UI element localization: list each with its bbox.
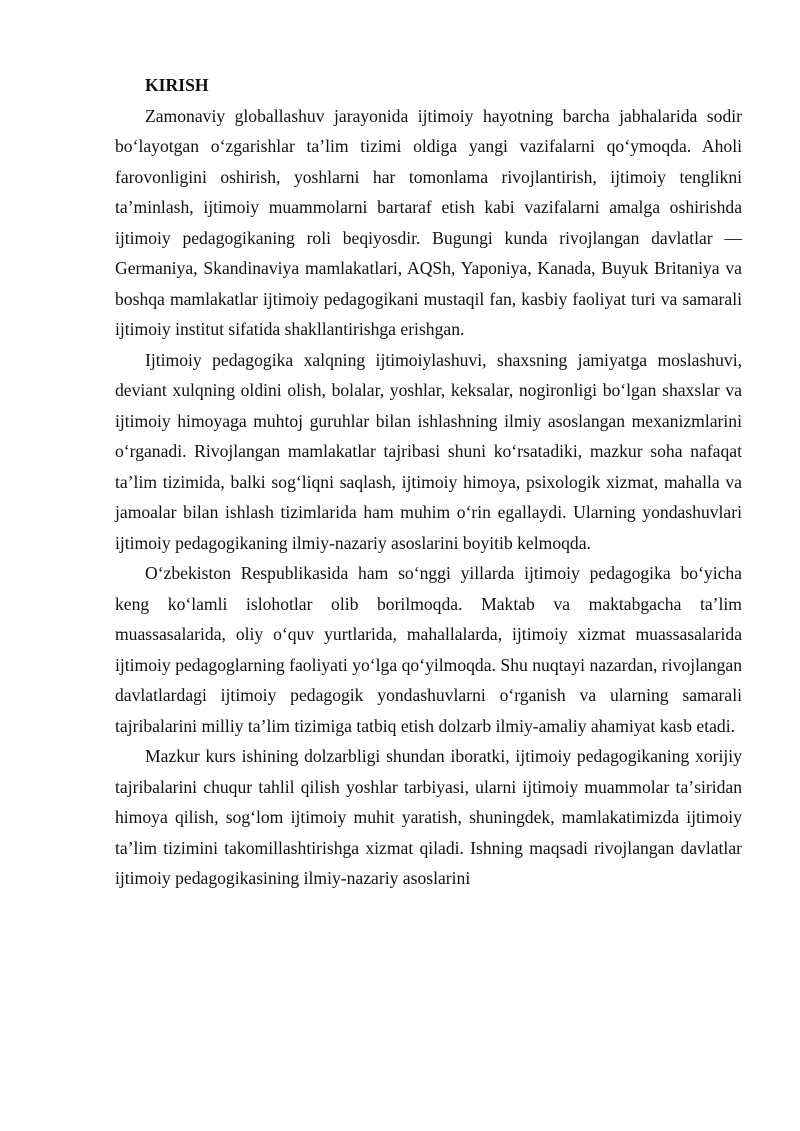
paragraph-relevance: Mazkur kurs ishining dolzarbligi shundan iboratki, ijtimoiy pedagogikaning xorijiy tajribalarini chuqur tahlil qilish yoshlar tarbiyasi, ularni ijtimoiy muammolar taʼsiridan himoya qilish, sogʻlom ijtimoiy muhit yaratish, shuningdek, mamlakatimizda ijtimoiy taʼlim tizimini takomillashtirishga xizmat qiladi. Ishning maqsadi rivojlangan davlatlar ijtimoiy pedagogikasining ilmiy-nazariy asoslarini [115,746,742,888]
section-heading: KIRISH [145,75,209,95]
paragraph-intro: Zamonaviy globallashuv jarayonida ijtimoiy hayotning barcha jabhalarida sodir boʻlayotgan oʻzgarishlar taʼlim tizimi oldiga yangi vazifalarni qoʻymoqda. Aholi farovonligini oshirish, yoshlarni har tomonlama rivojlantirish, ijtimoiy tenglikni taʼminlash, ijtimoiy muammolarni bartaraf etish kabi vazifalarni amalga oshirishda ijtimoiy pedagogikaning roli beqiyosdir. Bugungi kunda rivojlangan davlatlar — Germaniya, Skandinaviya mamlakatlari, AQSh, Yaponiya, Kanada, Buyuk Britaniya va boshqa mamlakatlar ijtimoiy pedagogikani mustaqil fan, kasbiy faoliyat turi va samarali ijtimoiy institut sifatida shakllantirishga erishgan. [115,105,742,339]
paragraph-social-pedagogy: Ijtimoiy pedagogika xalqning ijtimoiylashuvi, shaxsning jamiyatga moslashuvi, deviant xulqning oldini olish, bolalar, yoshlar, keksalar, nogironligi boʻlgan shaxslar va ijtimoiy himoyaga muhtoj guruhlar bilan ishlashning ilmiy asoslangan mexanizmlarini oʻrganadi. Rivojlangan mamlakatlar tajribasi shuni koʻrsatadiki, mazkur soha nafaqat taʼlim tizimida, balki sogʻliqni saqlash, ijtimoiy himoya, psixologik xizmat, mahalla va jamoalar bilan ishlash tizimlarida ham muhim oʻrin egallaydi. Ularning yondashuvlari ijtimoiy pedagogikaning ilmiy-nazariy asoslarini boyitib kelmoqda. [115,349,742,553]
document-page [115,70,742,894]
paragraph-uzbekistan: Oʻzbekiston Respublikasida ham soʻnggi yillarda ijtimoiy pedagogika boʻyicha keng koʻlamli islohotlar olib borilmoqda. Maktab va maktabgacha taʼlim muassasalarida, oliy oʻquv yurtlarida, mahallalarda, ijtimoiy xizmat muassasalarida ijtimoiy pedagoglarning faoliyati yoʻlga qoʻyilmoqda. Shu nuqtayi nazardan, rivojlangan davlatlardagi ijtimoiy pedagogik yondashuvlarni oʻrganish va ularning samarali tajribalarini milliy taʼlim tizimiga tatbiq etish dolzarb ilmiy-amaliy ahamiyat kasb etadi. [115,563,742,736]
